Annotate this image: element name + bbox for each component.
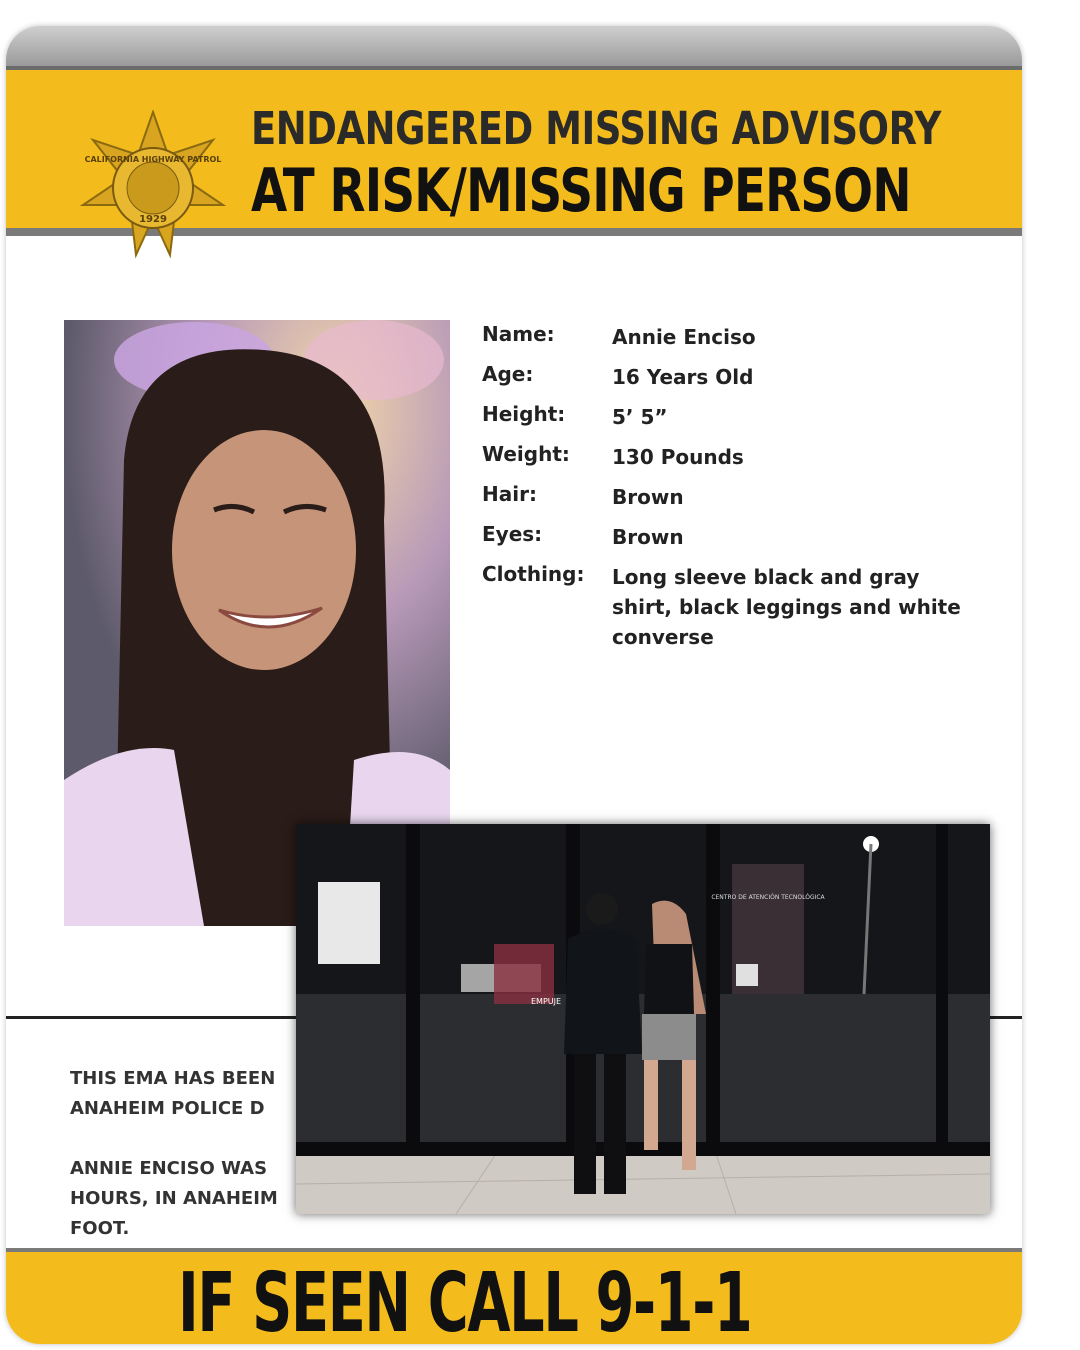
top-strip xyxy=(6,26,1022,66)
detail-row-name xyxy=(482,322,964,362)
badge-text: CALIFORNIA HIGHWAY PATROL xyxy=(84,155,222,164)
body-line: ANAHEIM POLICE D xyxy=(70,1098,265,1119)
detail-value: Annie Enciso xyxy=(612,325,756,349)
detail-label: Eyes: xyxy=(482,522,543,546)
detail-value: 16 Years Old xyxy=(612,365,754,389)
detail-row-hair xyxy=(482,482,964,522)
detail-label: Height: xyxy=(482,402,566,426)
detail-value: Long sleeve black and gray shirt, black leggings and white converse xyxy=(612,565,961,649)
detail-label: Hair: xyxy=(482,482,537,506)
detail-label: Weight: xyxy=(482,442,570,466)
door-sign: EMPUJE xyxy=(531,997,562,1006)
body-line: FOOT. xyxy=(70,1218,130,1239)
detail-row-age xyxy=(482,362,964,402)
detail-label: Age: xyxy=(482,362,534,386)
detail-value: 5’ 5” xyxy=(612,405,668,429)
detail-value: Brown xyxy=(612,525,684,549)
detail-row-eyes xyxy=(482,522,964,562)
person-details xyxy=(482,322,964,652)
body-line: ANNIE ENCISO WAS xyxy=(70,1158,268,1179)
detail-row-height xyxy=(482,402,964,442)
header-banner xyxy=(6,66,1022,236)
footer-banner xyxy=(6,1248,1022,1344)
detail-row-weight xyxy=(482,442,964,482)
header-title: ENDANGERED MISSING ADVISORY xyxy=(251,102,941,155)
call-911-text: IF SEEN CALL 9-1-1 xyxy=(178,1256,752,1344)
detail-value: Brown xyxy=(612,485,684,509)
detail-label: Name: xyxy=(482,322,555,346)
badge-year: 1929 xyxy=(139,214,167,225)
header-subtitle: AT RISK/MISSING PERSON xyxy=(251,156,911,226)
detail-value: 130 Pounds xyxy=(612,445,744,469)
storefront-illustration xyxy=(296,824,990,1214)
body-line: HOURS, IN ANAHEIM xyxy=(70,1188,278,1209)
detail-row-clothing xyxy=(482,562,964,652)
poster-title: CENTRO DE ATENCIÓN TECNOLÓGICA xyxy=(711,894,825,901)
detail-label: Clothing: xyxy=(482,562,585,586)
chp-badge-icon xyxy=(78,110,228,260)
body-line: THIS EMA HAS BEEN xyxy=(70,1068,276,1089)
storefront-photo xyxy=(296,824,990,1214)
